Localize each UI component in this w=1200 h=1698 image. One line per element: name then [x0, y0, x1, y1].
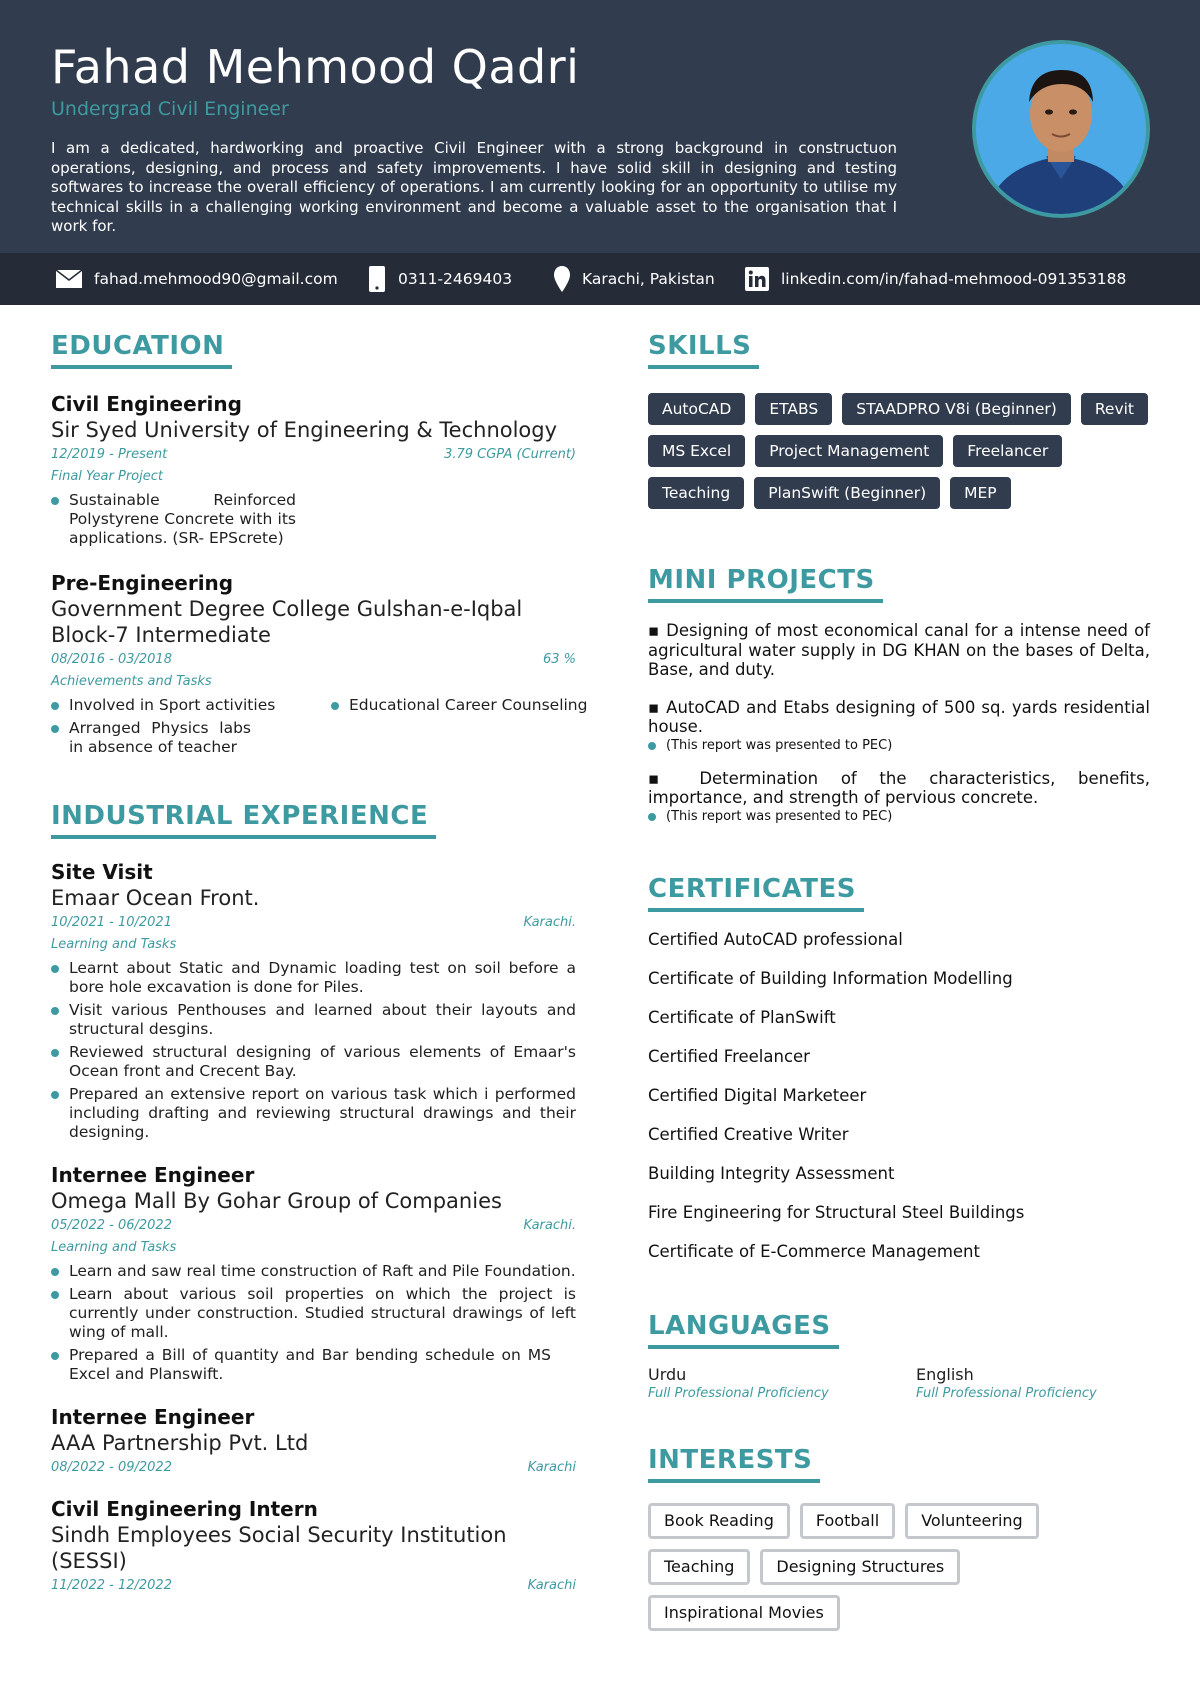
company-name: Emaar Ocean Front. — [51, 886, 260, 910]
languages-heading: LANGUAGES — [648, 1311, 839, 1349]
certificate-item: Certificate of Building Information Modelling — [648, 968, 1013, 988]
job-role: Site Visit — [51, 860, 153, 884]
skill-chip: Teaching — [648, 477, 744, 509]
contact-bar — [0, 253, 1200, 305]
experience-heading: INDUSTRIAL EXPERIENCE — [51, 801, 436, 839]
certificate-item: Building Integrity Assessment — [648, 1163, 895, 1183]
project-text: ▪ Determination of the characteristics, benefits, importance, and strength of pervious concrete. — [648, 768, 1150, 807]
skill-chip: Freelancer — [953, 435, 1062, 467]
certificate-item: Fire Engineering for Structural Steel Buildings — [648, 1202, 1025, 1222]
entry-bullets — [51, 491, 296, 548]
profile-photo — [972, 40, 1150, 218]
entry-location: Karachi. — [523, 1218, 576, 1233]
education-entry — [51, 570, 588, 757]
language-name: English — [916, 1364, 974, 1384]
entry-subheading: Final Year Project — [51, 469, 163, 484]
contact-phone-text: 0311-2469403 — [398, 270, 513, 288]
profile-summary: I am a dedicated, hardworking and proactive Civil Engineer with a strong background in constructuon operations, designing, and process and safety improvements. I have solid skill in designing and testing softwares to increase the overall efficiency of operations. I am currently looking for an opportunity to utilise my technical skills in a challenging working environment and become a valuable asset to the organisation that I work for. — [51, 139, 897, 235]
right-column — [648, 331, 1150, 1631]
entry-meta — [51, 1216, 576, 1236]
project-text: ▪ AutoCAD and Etabs designing of 500 sq. yards residential house. — [648, 697, 1150, 736]
company-name: AAA Partnership Pvt. Ltd — [51, 1431, 309, 1455]
contact-phone[interactable] — [368, 253, 512, 305]
envelope-icon — [56, 268, 82, 290]
entry-meta — [51, 1576, 576, 1596]
contact-location-text: Karachi, Pakistan — [582, 270, 715, 288]
list-item: Prepared an extensive report on various task which i performed including drafting and reviewing structural drawings and their designing. — [51, 1085, 576, 1142]
list-item: Prepared a Bill of quantity and Bar bending schedule on MS Excel and Planswift. — [51, 1346, 551, 1384]
location-pin-icon — [554, 266, 570, 292]
list-item: Reviewed structural designing of various elements of Emaar's Ocean front and Crecent Bay. — [51, 1043, 576, 1081]
language-name: Urdu — [648, 1364, 687, 1384]
job-role: Internee Engineer — [51, 1163, 255, 1187]
interest-chip: Football — [800, 1503, 895, 1539]
skill-chip: STAADPRO V8i (Beginner) — [842, 393, 1071, 425]
certificate-item: Certified AutoCAD professional — [648, 929, 903, 949]
contact-location — [554, 253, 715, 305]
candidate-role: Undergrad Civil Engineer — [51, 98, 289, 120]
skill-chip: AutoCAD — [648, 393, 745, 425]
list-item: Learn and saw real time construction of Raft and Pile Foundation. — [51, 1262, 576, 1281]
certificates-heading: CERTIFICATES — [648, 874, 864, 912]
skill-chip: Project Management — [755, 435, 943, 467]
language-item — [916, 1365, 1150, 1403]
entry-grade: 3.79 CGPA (Current) — [444, 447, 576, 462]
skill-chip: Revit — [1081, 393, 1148, 425]
skill-chip: MS Excel — [648, 435, 745, 467]
list-item: Visit various Penthouses and learned about their layouts and structural desgins. — [51, 1001, 576, 1039]
job-role: Internee Engineer — [51, 1405, 255, 1429]
skills-list — [648, 393, 1150, 509]
company-name: Omega Mall By Gohar Group of Companies — [51, 1189, 502, 1213]
entry-location: Karachi. — [523, 915, 576, 930]
education-entry — [51, 391, 576, 548]
entry-bullets — [51, 959, 576, 1142]
job-role: Civil Engineering Intern — [51, 1497, 318, 1521]
interest-chip: Teaching — [648, 1549, 750, 1585]
education-heading: EDUCATION — [51, 331, 232, 369]
entry-dates: 05/2022 - 06/2022 — [51, 1218, 172, 1233]
certificate-item: Certified Digital Marketeer — [648, 1085, 867, 1105]
project-item — [648, 769, 1150, 826]
list-item: Learn about various soil properties on which the project is currently under construction. Studied structural drawings of left wing of mall. — [51, 1285, 576, 1342]
list-item: Arranged Physics labs in absence of teacher — [51, 719, 251, 757]
interest-chip: Inspirational Movies — [648, 1595, 840, 1631]
project-text: ▪ Designing of most economical canal for a intense need of agricultural water supply in DG KHAN on the bases of Delta, Base, and duty. — [648, 621, 1150, 679]
school-name: Government Degree College Gulshan-e-Iqbal Block-7 Intermediate — [51, 597, 523, 647]
certificate-item: Certified Creative Writer — [648, 1124, 849, 1144]
certificate-item: Certificate of E-Commerce Management — [648, 1241, 980, 1261]
linkedin-icon — [745, 267, 769, 291]
entry-meta — [51, 445, 576, 465]
contact-email-text: fahad.mehmood90@gmail.com — [94, 270, 338, 288]
projects-heading: MINI PROJECTS — [648, 565, 883, 603]
entry-meta — [51, 913, 576, 933]
entry-subheading: Learning and Tasks — [51, 937, 177, 952]
entry-dates: 10/2021 - 10/2021 — [51, 915, 172, 930]
project-note: (This report was presented to PEC) — [648, 808, 1150, 826]
interests-list — [648, 1503, 1150, 1631]
skill-chip: ETABS — [755, 393, 832, 425]
language-level: Full Professional Proficiency — [916, 1385, 1097, 1401]
certificate-item: Certified Freelancer — [648, 1046, 810, 1066]
certificate-item: Certificate of PlanSwift — [648, 1007, 836, 1027]
entry-dates: 11/2022 - 12/2022 — [51, 1578, 172, 1593]
language-level: Full Professional Proficiency — [648, 1385, 829, 1401]
certificates-list — [648, 930, 1150, 1281]
contact-linkedin-text: linkedin.com/in/fahad-mehmood-091353188 — [781, 270, 1127, 288]
entry-dates: 08/2022 - 09/2022 — [51, 1460, 172, 1475]
languages-section — [648, 1311, 1150, 1403]
interest-chip: Book Reading — [648, 1503, 790, 1539]
list-item: Involved in Sport activities — [51, 696, 313, 715]
entry-bullets — [51, 1262, 576, 1384]
header — [0, 0, 1200, 253]
skill-chip: PlanSwift (Beginner) — [754, 477, 940, 509]
interest-chip: Designing Structures — [760, 1549, 960, 1585]
entry-meta — [51, 650, 576, 670]
degree-title: Pre-Engineering — [51, 571, 234, 595]
experience-entry — [51, 1162, 576, 1384]
entry-location: Karachi — [527, 1460, 576, 1475]
project-note: (This report was presented to PEC) — [648, 737, 1150, 755]
list-item: Educational Career Counseling — [331, 696, 593, 715]
project-item — [648, 698, 1150, 755]
experience-section — [51, 801, 576, 1596]
skills-heading: SKILLS — [648, 331, 759, 369]
language-item — [648, 1365, 916, 1403]
list-item: Sustainable Reinforced Polystyrene Concrete with its applications. (SR- EPScrete) — [51, 491, 296, 548]
entry-dates: 12/2019 - Present — [51, 447, 168, 462]
interests-section — [648, 1445, 1150, 1631]
languages-list — [648, 1365, 1150, 1403]
project-item — [648, 621, 1150, 680]
company-name: Sindh Employees Social Security Institution (SESSI) — [51, 1523, 507, 1573]
list-item: Learnt about Static and Dynamic loading test on soil before a bore hole excavation is done for Piles. — [51, 959, 576, 997]
degree-title: Civil Engineering — [51, 392, 242, 416]
interests-heading: INTERESTS — [648, 1445, 820, 1483]
entry-location: Karachi — [527, 1578, 576, 1593]
contact-email[interactable] — [56, 253, 338, 305]
certificates-section — [648, 874, 1150, 1281]
school-name: Sir Syed University of Engineering & Technology — [51, 418, 558, 442]
experience-entry — [51, 859, 576, 1142]
phone-icon — [368, 266, 386, 292]
profile-photo-image — [976, 44, 1146, 214]
entry-bullets — [51, 692, 588, 757]
interest-chip: Volunteering — [905, 1503, 1039, 1539]
skill-chip: MEP — [950, 477, 1011, 509]
candidate-name: Fahad Mehmood Qadri — [51, 40, 580, 94]
experience-entry — [51, 1404, 576, 1478]
entry-meta — [51, 1458, 576, 1478]
entry-subheading: Achievements and Tasks — [51, 674, 212, 689]
entry-grade: 63 % — [542, 652, 576, 667]
experience-entry — [51, 1496, 576, 1596]
entry-subheading: Learning and Tasks — [51, 1240, 177, 1255]
projects-section — [648, 565, 1150, 826]
left-column — [51, 331, 588, 1596]
contact-linkedin[interactable] — [745, 253, 1126, 305]
entry-dates: 08/2016 - 03/2018 — [51, 652, 172, 667]
